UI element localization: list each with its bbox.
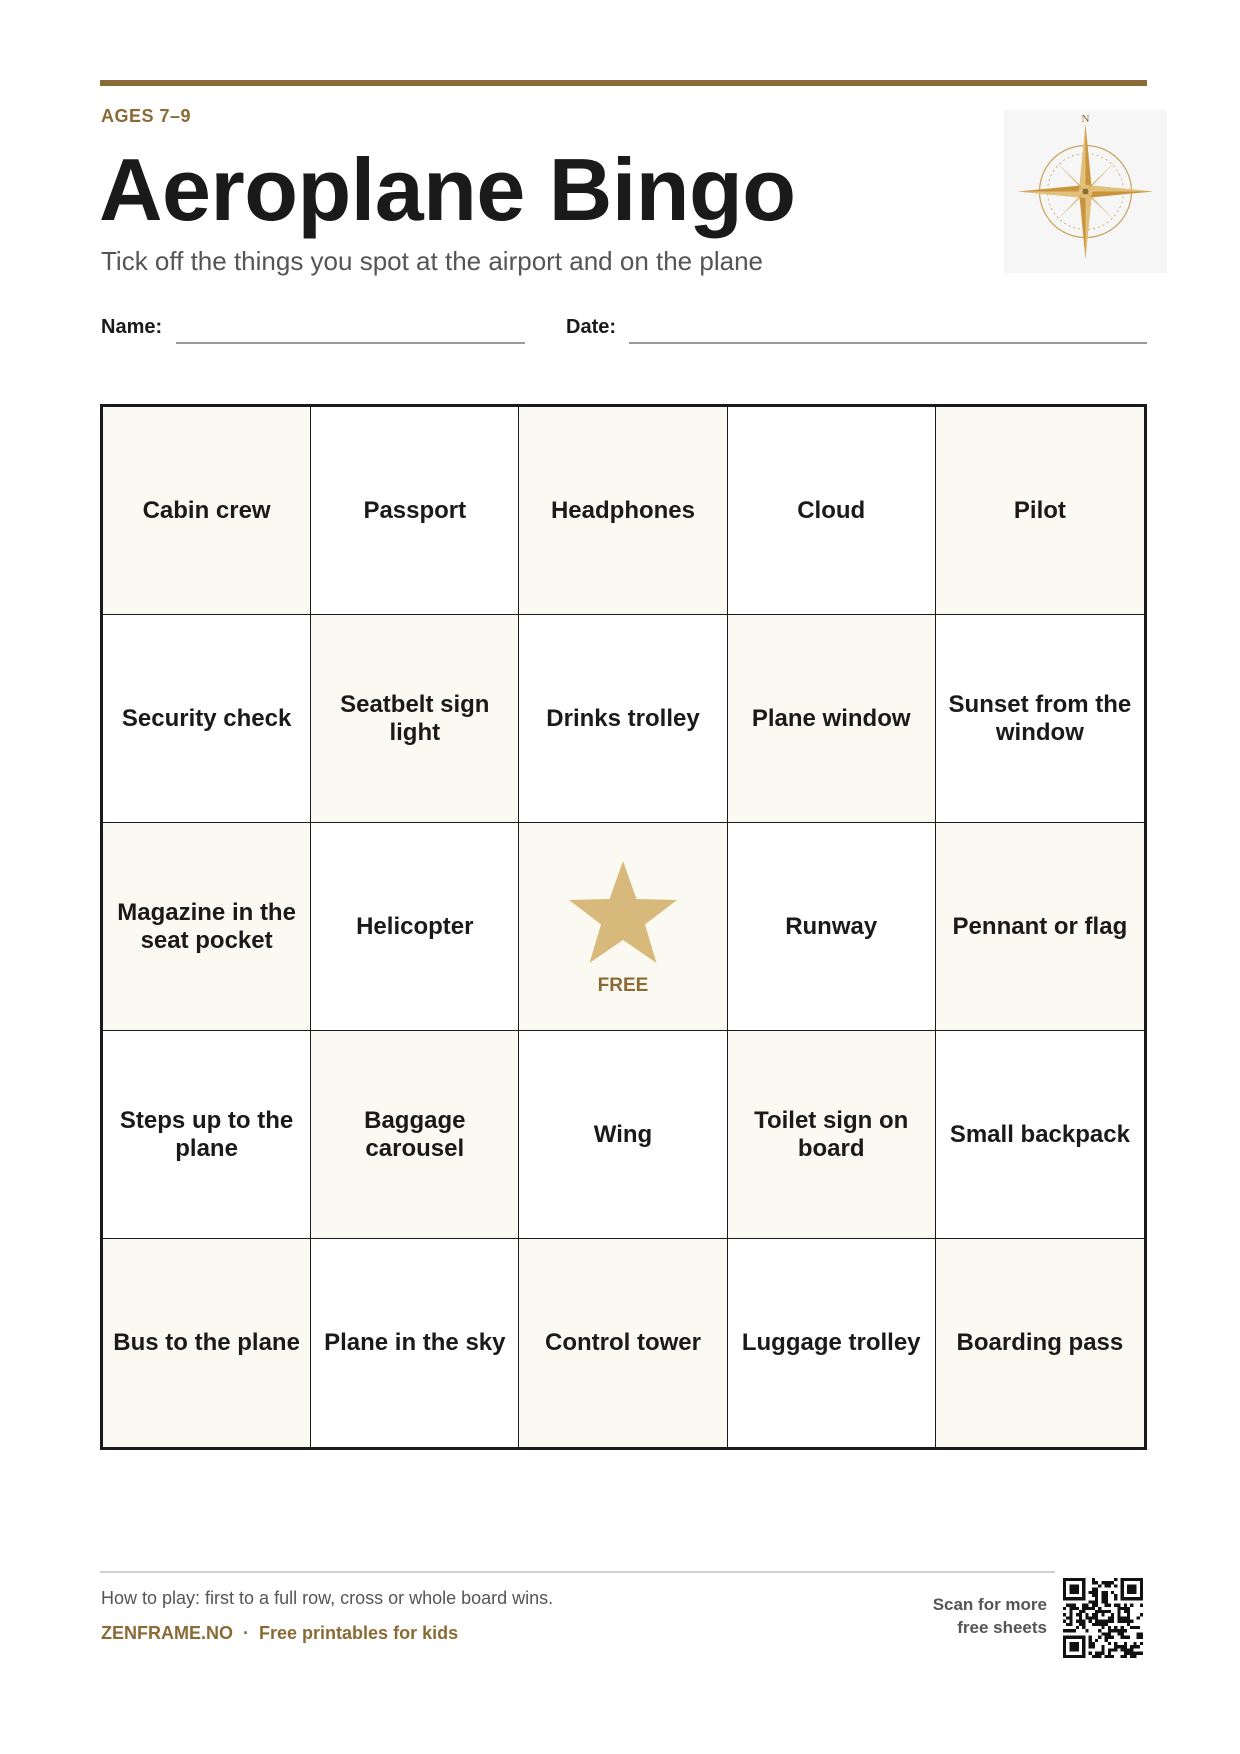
name-label: Name: <box>101 316 163 338</box>
bingo-cell-label: Runway <box>785 912 878 940</box>
date-field[interactable] <box>629 342 1147 344</box>
bingo-cell-label: Security check <box>121 704 292 732</box>
bingo-cell-label: Boarding pass <box>956 1329 1124 1357</box>
bingo-grid <box>100 404 1147 1450</box>
bingo-cell-label: Cloud <box>797 496 866 524</box>
compass-north-label: N <box>1081 113 1090 125</box>
bingo-cell-label: Headphones <box>550 496 695 524</box>
bingo-cell-label: Small backpack <box>949 1120 1130 1148</box>
bingo-cell[interactable] <box>936 615 1144 823</box>
bingo-cell-label: Pilot <box>1013 496 1066 524</box>
star-icon <box>563 857 683 973</box>
bingo-cell-label: Steps up to the plane <box>119 1106 294 1162</box>
qr-code-icon[interactable] <box>1063 1578 1143 1658</box>
bingo-cell[interactable] <box>311 1031 519 1239</box>
scan-text <box>933 1594 1047 1640</box>
compass-rose-icon <box>1004 110 1167 273</box>
bingo-cell-label: Drinks trolley <box>546 704 700 732</box>
bingo-cell-label: Helicopter <box>356 912 474 940</box>
brand-separator: · <box>243 1623 250 1643</box>
brand-tagline: Free printables for kids <box>259 1623 459 1643</box>
bingo-cell[interactable] <box>311 615 519 823</box>
bingo-cell[interactable] <box>519 407 727 615</box>
bingo-cell[interactable] <box>311 407 519 615</box>
bingo-cell[interactable] <box>936 407 1144 615</box>
bingo-cell-label: Magazine in the seat pocket <box>117 898 296 954</box>
bingo-cell-label: Bus to the plane <box>113 1329 300 1357</box>
bingo-cell-label: Control tower <box>544 1329 701 1357</box>
bingo-cell[interactable] <box>936 823 1144 1031</box>
age-tag: AGES 7–9 <box>101 106 192 126</box>
how-to-play-text: How to play: first to a full row, cross or whole board wins. <box>101 1588 554 1608</box>
scan-line-1: Scan for more <box>932 1595 1047 1614</box>
bingo-cell[interactable] <box>103 1239 311 1447</box>
bingo-cell-label: Plane window <box>751 704 911 732</box>
bingo-cell-label: Cabin crew <box>142 496 271 524</box>
bingo-cell-label: Plane in the sky <box>324 1329 506 1357</box>
date-label: Date: <box>566 316 617 338</box>
bingo-cell-label: Passport <box>363 496 467 524</box>
bingo-cell[interactable] <box>519 1031 727 1239</box>
bingo-cell-free[interactable] <box>519 823 727 1031</box>
bingo-cell[interactable] <box>311 823 519 1031</box>
brand-line <box>101 1623 458 1644</box>
bingo-cell[interactable] <box>936 1239 1144 1447</box>
bingo-cell-label: Toilet sign on board <box>754 1106 909 1162</box>
bingo-cell-label: Seatbelt sign light <box>340 690 490 746</box>
bingo-cell[interactable] <box>728 823 936 1031</box>
free-label: FREE <box>597 974 649 996</box>
bingo-cell[interactable] <box>936 1031 1144 1239</box>
footer-divider <box>100 1571 1055 1573</box>
bingo-cell[interactable] <box>728 1031 936 1239</box>
bingo-cell[interactable] <box>728 615 936 823</box>
name-field[interactable] <box>176 342 525 344</box>
scan-line-2: free sheets <box>957 1617 1047 1637</box>
bingo-cell[interactable] <box>519 1239 727 1447</box>
bingo-cell-label: Baggage carousel <box>364 1106 466 1162</box>
bingo-cell[interactable] <box>103 615 311 823</box>
bingo-cell-label: Pennant or flag <box>952 912 1128 940</box>
bingo-cell[interactable] <box>728 407 936 615</box>
page-subtitle: Tick off the things you spot at the airport and on the plane <box>101 246 763 276</box>
bingo-cell[interactable] <box>728 1239 936 1447</box>
bingo-cell-label: Sunset from the window <box>948 690 1132 746</box>
bingo-cell-label: Wing <box>593 1120 653 1148</box>
brand-name: ZENFRAME.NO <box>101 1623 233 1643</box>
bingo-cell[interactable] <box>103 823 311 1031</box>
bingo-cell-label: Luggage trolley <box>741 1329 921 1357</box>
bingo-cell[interactable] <box>103 407 311 615</box>
page-title: Aeroplane Bingo <box>99 140 796 239</box>
bingo-cell[interactable] <box>519 615 727 823</box>
top-accent-rule <box>100 80 1147 86</box>
bingo-cell[interactable] <box>311 1239 519 1447</box>
bingo-cell[interactable] <box>103 1031 311 1239</box>
